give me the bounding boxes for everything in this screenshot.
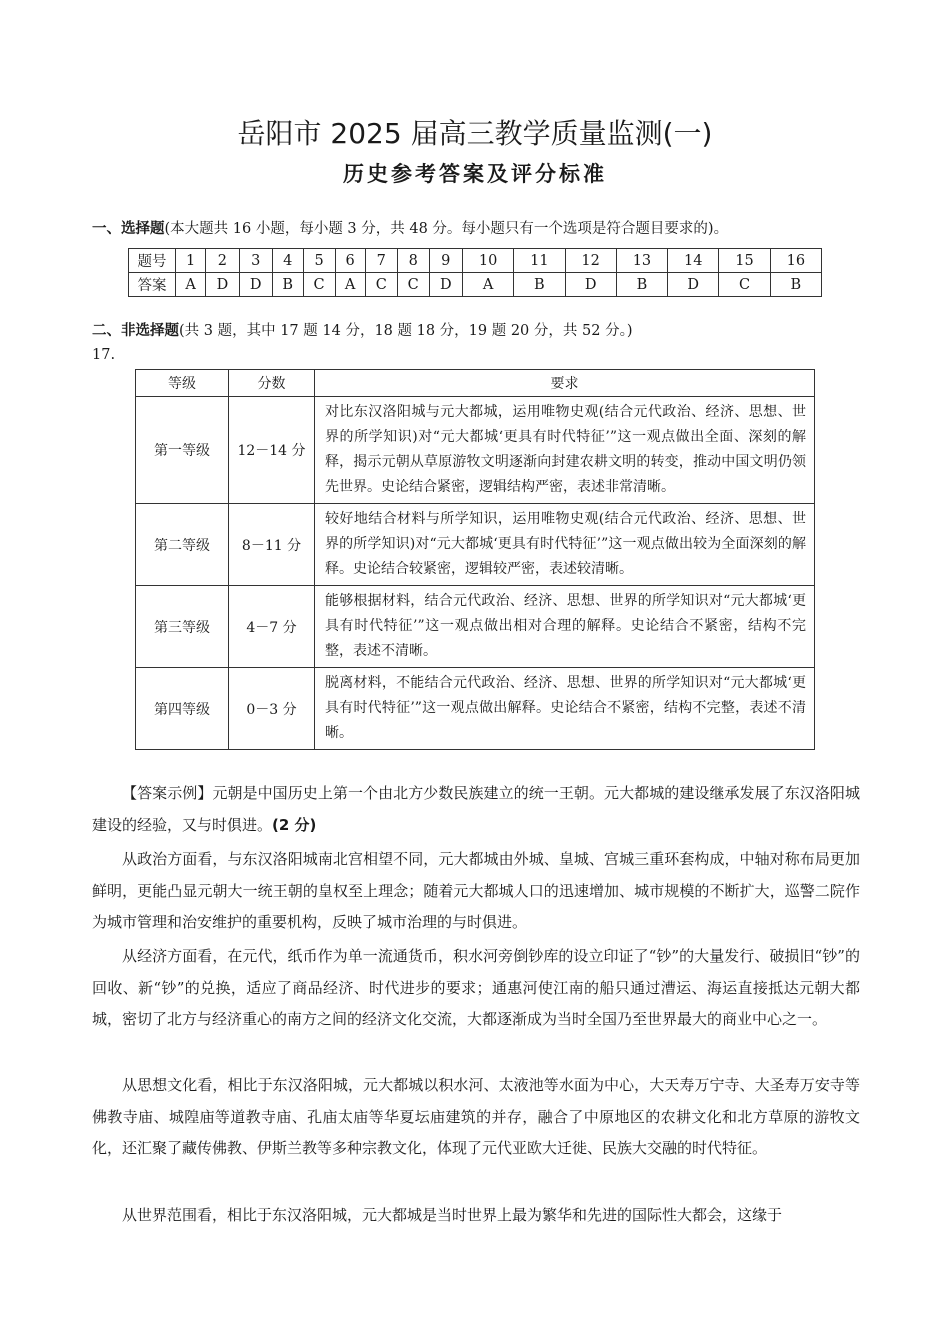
rubric-score: 4－7 分: [229, 586, 315, 668]
cell-number: 9: [429, 249, 462, 273]
cell-answer: C: [365, 273, 397, 297]
rubric-row: [136, 668, 815, 750]
section2-label: 二、非选择题: [92, 323, 179, 339]
cell-answer: B: [514, 273, 565, 297]
rubric-row: [136, 504, 815, 586]
cell-answer: C: [303, 273, 335, 297]
cell-answer: A: [462, 273, 513, 297]
rubric-requirement: 能够根据材料，结合元代政治、经济、思想、世界的所学知识对“元大都城‘更具有时代特征’”这一观点做出相对合理的解释。史论结合不紧密，结构不完整，表述不清晰。: [315, 586, 815, 668]
question-17-label: 17.: [92, 347, 116, 363]
rubric-level: 第一等级: [136, 397, 229, 504]
rubric-requirement: 较好地结合材料与所学知识，运用唯物史观(结合元代政治、经济、思想、世界的所学知识)对“元大都城‘更具有时代特征’”这一观点做出较为全面深刻的解释。史论结合较紧密，逻辑较严密，表述较清晰。: [315, 504, 815, 586]
rubric-level: 第二等级: [136, 504, 229, 586]
rubric-row: [136, 397, 815, 504]
cell-number: 5: [303, 249, 335, 273]
rubric-level: 第三等级: [136, 586, 229, 668]
cell-answer: B: [616, 273, 667, 297]
rubric-level: 第四等级: [136, 668, 229, 750]
cell-number: 11: [514, 249, 565, 273]
paragraph-text: 从经济方面看，在元代，纸币作为单一流通货币，积水河旁倒钞库的设立印证了“钞”的大量发行、破损旧“钞”的回收、新“钞”的兑换，适应了商品经济、时代进步的要求；通惠河使江南的船只通过漕运、海运直接抵达元朝大都城，密切了北方与经济重心的南方之间的经济文化交流，大都逐渐成为当时全国乃至世界最大的商业中心之一。: [92, 947, 860, 1028]
cell-answer: B: [770, 273, 821, 297]
cell-answer: A: [335, 273, 365, 297]
cell-number: 13: [616, 249, 667, 273]
cell-number: 15: [719, 249, 770, 273]
header-level: 等级: [136, 370, 229, 397]
row-header-number: 题号: [129, 249, 176, 273]
paragraph-culture: [92, 1070, 860, 1165]
cell-number: 14: [668, 249, 719, 273]
cell-answer: A: [176, 273, 206, 297]
cell-number: 10: [462, 249, 513, 273]
paragraph-text: 从思想文化看，相比于东汉洛阳城，元大都城以积水河、太液池等水面为中心，大天寿万宁寺、大圣寿万安寺等佛教寺庙、城隍庙等道教寺庙、孔庙太庙等华夏坛庙建筑的并存，融合了中原地区的农耕文化和北方草原的游牧文化，还汇聚了藏传佛教、伊斯兰教等多种宗教文化，体现了元代亚欧大迁徙、民族大交融的时代特征。: [92, 1076, 860, 1157]
paragraph-politics: [92, 844, 860, 939]
page-subtitle: 历史参考答案及评分标准: [343, 161, 607, 186]
page-title: 岳阳市 2025 届高三教学质量监测(一): [237, 117, 713, 150]
cell-number: 7: [365, 249, 397, 273]
cell-number: 1: [176, 249, 206, 273]
cell-answer: D: [206, 273, 239, 297]
rubric-header-row: [136, 370, 815, 397]
rubric-table: [135, 369, 815, 750]
cell-number: 4: [272, 249, 303, 273]
paragraph-world: [92, 1200, 860, 1232]
row-header-answer: 答案: [129, 273, 176, 297]
answer-key-table: [128, 248, 822, 297]
rubric-row: [136, 586, 815, 668]
rubric-requirement: 对比东汉洛阳城与元大都城，运用唯物史观(结合元代政治、经济、思想、世界的所学知识)对“元大都城‘更具有时代特征’”这一观点做出全面、深刻的解释，揭示元朝从草原游牧文明逐渐向封建农耕文明的转变，推动中国文明仍领先世界。史论结合紧密，逻辑结构严密，表述非常清晰。: [315, 397, 815, 504]
rubric-score: 12－14 分: [229, 397, 315, 504]
cell-answer: B: [272, 273, 303, 297]
header-requirement: 要求: [315, 370, 815, 397]
section1-label: 一、选择题: [92, 221, 165, 237]
cell-answer: D: [668, 273, 719, 297]
answer-example-label: 【答案示例】: [122, 784, 213, 802]
section2-heading: [92, 320, 632, 342]
table-row-answers: [129, 273, 822, 297]
cell-number: 6: [335, 249, 365, 273]
cell-answer: D: [239, 273, 272, 297]
answer-example-points: (2 分): [272, 815, 317, 834]
section1-desc: (本大题共 16 小题，每小题 3 分，共 48 分。每小题只有一个选项是符合题目要求的)。: [164, 221, 729, 237]
cell-number: 2: [206, 249, 239, 273]
rubric-score: 0－3 分: [229, 668, 315, 750]
table-row-numbers: [129, 249, 822, 273]
cell-answer: C: [719, 273, 770, 297]
cell-answer: C: [397, 273, 429, 297]
paragraph-economy: [92, 941, 860, 1036]
answer-example: [92, 778, 860, 841]
cell-number: 12: [565, 249, 616, 273]
paragraph-text: 从世界范围看，相比于东汉洛阳城，元大都城是当时世界上最为繁华和先进的国际性大都会，这缘于: [122, 1206, 783, 1224]
cell-number: 8: [397, 249, 429, 273]
cell-answer: D: [565, 273, 616, 297]
cell-number: 3: [239, 249, 272, 273]
cell-number: 16: [770, 249, 821, 273]
cell-answer: D: [429, 273, 462, 297]
answer-example-text: 元朝是中国历史上第一个由北方少数民族建立的统一王朝。元大都城的建设继承发展了东汉洛阳城建设的经验，又与时俱进。: [92, 784, 860, 834]
section2-desc: (共 3 题，其中 17 题 14 分，18 题 18 分，19 题 20 分，共 52 分。): [179, 323, 633, 339]
rubric-requirement: 脱离材料，不能结合元代政治、经济、思想、世界的所学知识对“元大都城‘更具有时代特征’”这一观点做出解释。史论结合不紧密，结构不完整，表述不清晰。: [315, 668, 815, 750]
rubric-score: 8－11 分: [229, 504, 315, 586]
paragraph-text: 从政治方面看，与东汉洛阳城南北宫相望不同，元大都城由外城、皇城、宫城三重环套构成，中轴对称布局更加鲜明，更能凸显元朝大一统王朝的皇权至上理念；随着元大都城人口的迅速增加、城市规模的不断扩大，巡警二院作为城市管理和治安维护的重要机构，反映了城市治理的与时俱进。: [92, 850, 860, 931]
header-score: 分数: [229, 370, 315, 397]
section1-heading: [92, 218, 728, 240]
